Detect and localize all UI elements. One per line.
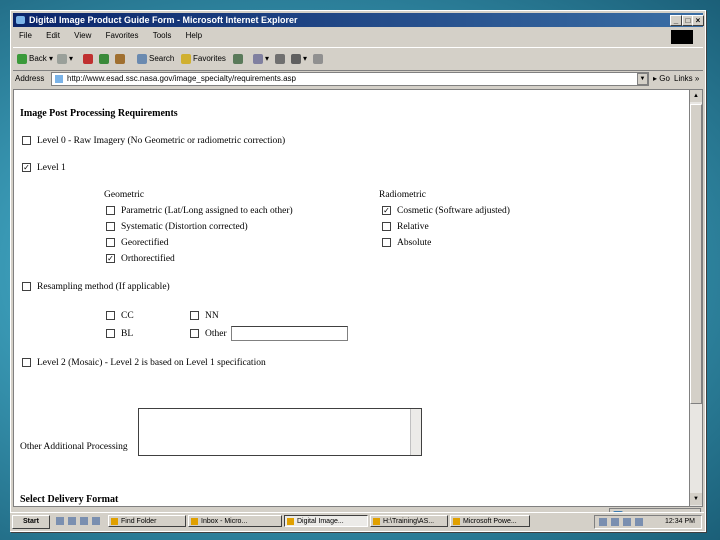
links-button[interactable]: Links » — [674, 74, 700, 83]
geo-orthorectified-option[interactable] — [106, 254, 175, 264]
menu-view[interactable]: View — [74, 31, 92, 40]
mail-icon — [253, 54, 263, 64]
minimize-button[interactable]: _ — [670, 15, 682, 26]
rad-relative-label: Relative — [397, 222, 429, 232]
method-nn-checkbox[interactable] — [190, 311, 199, 320]
geo-georectified-checkbox[interactable] — [106, 238, 115, 247]
geo-parametric-option[interactable] — [106, 206, 293, 216]
level2-option[interactable] — [22, 358, 266, 368]
page-heading: Image Post Processing Requirements — [20, 108, 178, 119]
task-label: Microsoft Powe... — [463, 518, 517, 525]
show-desktop-icon[interactable] — [56, 517, 64, 525]
ie-quicklaunch-icon[interactable] — [68, 517, 76, 525]
rad-cosmetic-checkbox[interactable]: ✓ — [383, 206, 390, 216]
resampling-label: Resampling method (If applicable) — [37, 282, 170, 292]
search-button[interactable] — [137, 53, 174, 65]
geo-orthorectified-label: Orthorectified — [121, 254, 175, 264]
page-scrollbar[interactable] — [689, 89, 703, 507]
delivery-format-heading: Select Delivery Format — [20, 494, 119, 505]
scroll-down-arrow-icon[interactable]: ▼ — [690, 493, 702, 505]
maximize-button[interactable]: □ — [682, 15, 694, 26]
stop-icon — [83, 54, 93, 64]
system-tray — [594, 515, 702, 529]
home-icon — [115, 54, 125, 64]
scrollbar-thumb[interactable] — [690, 104, 702, 404]
textarea-scrollbar[interactable] — [410, 409, 421, 455]
geo-orthorectified-checkbox[interactable]: ✓ — [107, 254, 114, 264]
menu-file[interactable]: File — [19, 31, 32, 40]
rad-relative-option[interactable] — [382, 222, 429, 232]
level1-option[interactable] — [22, 163, 66, 173]
method-cc-option[interactable] — [106, 311, 134, 321]
forward-button[interactable]: ▾ — [57, 53, 73, 65]
tray-volume-icon[interactable] — [611, 518, 619, 526]
additional-processing-label: Other Additional Processing — [20, 442, 128, 452]
quicklaunch-extra-icon[interactable] — [92, 517, 100, 525]
level0-option[interactable] — [22, 136, 285, 146]
start-button[interactable] — [12, 515, 50, 529]
back-button[interactable]: Back ▾ — [17, 53, 53, 65]
back-arrow-icon — [17, 54, 27, 64]
geo-systematic-option[interactable] — [106, 222, 248, 232]
method-nn-option[interactable] — [190, 311, 219, 321]
task-label: H:\Training\AS... — [383, 518, 435, 525]
ie-page-icon — [287, 518, 294, 525]
scroll-up-arrow-icon[interactable]: ▲ — [690, 90, 702, 102]
page-content — [13, 89, 690, 507]
edit-button[interactable]: ▾ — [291, 53, 307, 65]
method-bl-option[interactable] — [106, 329, 133, 339]
taskbar — [10, 512, 704, 531]
menu-edit[interactable]: Edit — [46, 31, 60, 40]
method-nn-label: NN — [205, 311, 219, 321]
print-button[interactable] — [275, 53, 287, 65]
folder-icon — [111, 518, 118, 525]
tray-app-icon[interactable] — [623, 518, 631, 526]
level1-checkbox[interactable]: ✓ — [23, 163, 30, 173]
address-url: http://www.esad.ssc.nasa.gov/image_specialty/requirements.asp — [67, 74, 297, 83]
geo-systematic-label: Systematic (Distortion corrected) — [121, 222, 248, 232]
task-label: Digital Image... — [297, 518, 344, 525]
refresh-icon — [99, 54, 109, 64]
inbox-icon — [191, 518, 198, 525]
method-bl-label: BL — [121, 329, 134, 339]
tray-app2-icon[interactable] — [635, 518, 643, 526]
start-label: Start — [23, 518, 39, 525]
address-bar — [13, 71, 703, 87]
level1-label: Level 1 — [37, 163, 66, 173]
edit-icon — [291, 54, 301, 64]
outlook-quicklaunch-icon[interactable] — [80, 517, 88, 525]
task-find-folder[interactable] — [108, 515, 186, 527]
menu-help[interactable]: Help — [185, 31, 203, 40]
method-other-label: Other — [205, 329, 227, 339]
address-dropdown-button[interactable]: ▼ — [637, 73, 648, 85]
title-bar[interactable] — [13, 13, 703, 27]
rad-relative-checkbox[interactable] — [382, 222, 391, 231]
task-training-folder[interactable] — [370, 515, 448, 527]
history-button[interactable] — [233, 53, 245, 65]
radiometric-heading: Radiometric — [379, 190, 426, 200]
page-icon — [55, 75, 63, 83]
mail-button[interactable]: ▾ — [253, 53, 269, 65]
menu-bar — [13, 29, 703, 43]
menu-favorites[interactable]: Favorites — [105, 31, 139, 40]
rad-absolute-label: Absolute — [397, 238, 432, 248]
ie-logo-icon — [16, 16, 25, 24]
level0-label: Level 0 - Raw Imagery (No Geometric or radiometric correction) — [37, 136, 286, 146]
refresh-button[interactable] — [99, 53, 111, 65]
window-title: Digital Image Product Guide Form - Microsoft Internet Explorer — [29, 15, 298, 25]
search-label: Search — [149, 54, 175, 63]
go-button[interactable]: ▸ Go — [653, 74, 670, 83]
geometric-heading: Geometric — [104, 190, 145, 200]
browser-window — [10, 10, 706, 532]
geo-systematic-checkbox[interactable] — [106, 222, 115, 231]
forward-arrow-icon — [57, 54, 67, 64]
favorites-icon — [181, 54, 191, 64]
favorites-button[interactable] — [181, 53, 226, 65]
clock: 12:34 PM — [665, 518, 695, 525]
stop-button[interactable] — [83, 53, 95, 65]
address-input[interactable] — [51, 72, 649, 86]
toolbar — [13, 47, 703, 71]
method-cc-checkbox[interactable] — [106, 311, 115, 320]
address-label: Address — [15, 74, 45, 83]
rad-cosmetic-option[interactable] — [382, 206, 510, 216]
method-other-checkbox[interactable] — [190, 329, 199, 338]
close-button[interactable]: × — [692, 15, 704, 26]
level0-checkbox[interactable] — [22, 136, 31, 145]
rad-absolute-option[interactable] — [382, 238, 431, 248]
geo-parametric-checkbox[interactable] — [106, 206, 115, 215]
level2-checkbox[interactable] — [22, 358, 31, 367]
geo-parametric-label: Parametric (Lat/Long assigned to each other) — [121, 206, 293, 216]
rad-cosmetic-label: Cosmetic (Software adjusted) — [397, 206, 510, 216]
other-method-input[interactable] — [231, 326, 348, 341]
level2-label: Level 2 (Mosaic) - Level 2 is based on Level 1 specification — [37, 358, 266, 368]
folder-icon — [373, 518, 380, 525]
task-powerpoint[interactable] — [450, 515, 530, 527]
method-other-option[interactable] — [190, 329, 227, 339]
rad-absolute-checkbox[interactable] — [382, 238, 391, 247]
resampling-option[interactable] — [22, 282, 170, 292]
geo-georectified-option[interactable] — [106, 238, 168, 248]
home-button[interactable] — [115, 53, 127, 65]
task-digital-image[interactable] — [284, 515, 368, 527]
favorites-label: Favorites — [193, 54, 226, 63]
menu-tools[interactable]: Tools — [152, 31, 172, 40]
task-label: Inbox - Micro... — [201, 518, 248, 525]
windows-logo-icon — [671, 30, 693, 44]
discuss-button[interactable] — [313, 53, 325, 65]
resampling-checkbox[interactable] — [22, 282, 31, 291]
method-cc-label: CC — [121, 311, 134, 321]
geo-georectified-label: Georectified — [121, 238, 169, 248]
method-bl-checkbox[interactable] — [106, 329, 115, 338]
task-inbox[interactable] — [188, 515, 282, 527]
task-label: Find Folder — [121, 518, 157, 525]
tray-network-icon[interactable] — [599, 518, 607, 526]
go-label: Go — [659, 74, 670, 83]
print-icon — [275, 54, 285, 64]
search-icon — [137, 54, 147, 64]
back-label: Back — [29, 54, 47, 63]
history-icon — [233, 54, 243, 64]
additional-processing-textarea[interactable] — [138, 408, 422, 456]
discuss-icon — [313, 54, 323, 64]
powerpoint-icon — [453, 518, 460, 525]
